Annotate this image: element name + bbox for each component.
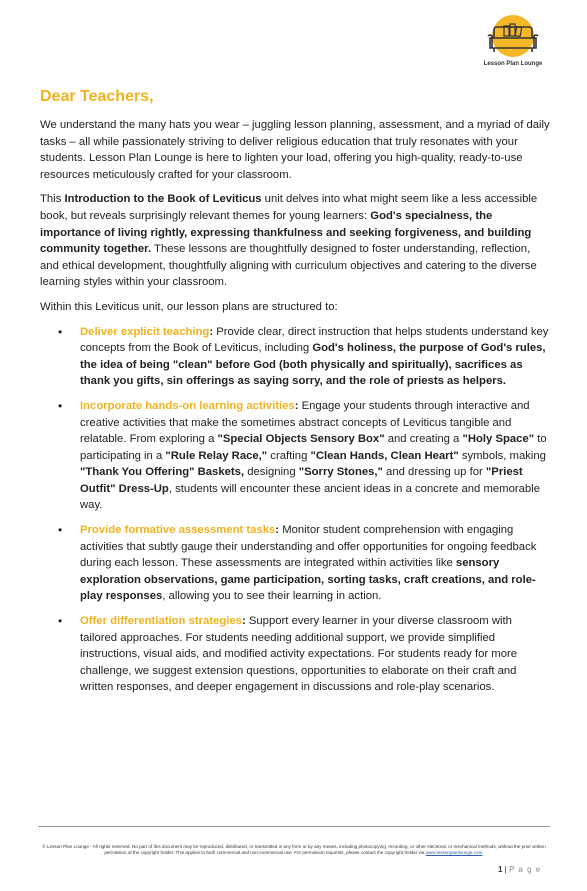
list-item xyxy=(58,613,550,696)
structure-intro: Within this Leviticus unit, our lesson plans are structured to: xyxy=(40,300,338,313)
bullet-title: Provide formative assessment tasks xyxy=(80,524,276,537)
bullet-text: crafting xyxy=(267,449,311,462)
structure-list xyxy=(40,324,550,696)
bullet-title: Incorporate hands-on learning activities xyxy=(80,399,295,412)
copyright-end: . xyxy=(482,850,484,856)
bullet-text: to participating in a xyxy=(80,433,547,462)
bullet-text: symbols, making xyxy=(458,449,546,462)
unit-title: Introduction to the Book of Leviticus xyxy=(64,193,262,206)
footer-copyright xyxy=(40,844,548,856)
bullet-marker: • xyxy=(58,398,63,413)
activity-rule-relay: "Rule Relay Race," xyxy=(165,449,268,462)
page-label: P a g e xyxy=(508,865,542,874)
greeting-heading: Dear Teachers, xyxy=(40,88,154,105)
bullet-colon: : xyxy=(209,325,214,338)
bullet-title: Deliver explicit teaching xyxy=(80,325,210,338)
bullet-bold: God's holiness, the purpose of God's rules, the idea of being "clean" before God (both physically and spiritually), sacrifices as thank you gifts, sin offerings as saying sorry, and the role of priests as helpers. xyxy=(80,342,546,388)
page-number-value: 1 xyxy=(498,865,503,874)
footer-divider xyxy=(38,826,550,827)
sofa-with-books-logo-icon xyxy=(480,14,546,60)
list-item xyxy=(58,522,550,605)
bullet-text: and dressing up for xyxy=(382,466,486,479)
bullet-colon: : xyxy=(275,524,280,537)
activity-holy-space: "Holy Space" xyxy=(462,433,535,446)
page-separator: | xyxy=(502,865,509,874)
bullet-title: Offer differentiation strategies xyxy=(80,615,242,628)
list-item xyxy=(58,324,550,390)
brand-logo xyxy=(480,14,546,67)
bullet-text: Engage your students through interactive and creative activities that make the sometimes abstract concepts of Leviticus tangible and relatable. From exploring a xyxy=(80,399,530,446)
bullet-text: Provide clear, direct instruction that helps students understand key concepts from the Book of Leviticus, including xyxy=(80,325,549,355)
activity-sorry-stones: "Sorry Stones," xyxy=(298,466,383,479)
bullet-marker: • xyxy=(58,523,63,538)
unit-themes: God's specialness, the importance of living rightly, expressing thankfulness and seeking forgiveness, and building community together. xyxy=(40,209,532,256)
copyright-text: © Lesson Plan Lounge - All rights reserved. No part of this document may be reproduced, distributed, or transmitted in any form or by any means, including photocopying, recording, or other electronic or mechanical methods, without the prior written permission of the copyright holder. This applies to both commercial and non-commercial use. For permission requests, please contact the copyright holder via xyxy=(42,844,546,856)
bullet-text: , allowing you to see their learning in action. xyxy=(162,590,382,603)
website-link[interactable]: www.lessonplanlounge.com xyxy=(425,850,483,856)
page-number xyxy=(498,865,541,874)
bullet-text: , students will encounter these ancient ideas in a concrete and memorable way. xyxy=(80,482,540,512)
brand-name: Lesson Plan Lounge xyxy=(483,61,543,67)
unit-text-3: These lessons are thoughtfully designed to foster understanding, reflection, and ethical development, thoughtfully aligning with curriculum objectives and catering to the diverse learning styles within your classroom. xyxy=(40,243,537,289)
bullet-colon: : xyxy=(241,615,246,628)
intro-paragraph: We understand the many hats you wear – juggling lesson planning, assessment, and a myriad of daily tasks – all while passionately striving to deliver religious education that truly resonates with your students. Lesson Plan Lounge is here to lighten your load, offering you high-quality, ready-to-use resources meticulously crafted for your classroom. xyxy=(40,119,550,181)
activity-clean-hands: "Clean Hands, Clean Heart" xyxy=(310,449,459,462)
bullet-marker: • xyxy=(58,614,63,629)
activity-offering-baskets: "Thank You Offering" Baskets, xyxy=(80,466,245,479)
bullet-text: Monitor student comprehension with engaging activities that subtly gauge their understanding and offer opportunities for ongoing feedback during each lesson. These assessments are integrated within activities like xyxy=(80,524,537,570)
bullet-bold: sensory exploration observations, game participation, sorting tasks, craft creations, and role-play responses xyxy=(80,557,536,603)
unit-text-2: unit delves into what might seem like a less accessible book, but reveals surprisingly relevant themes for young learners: xyxy=(40,193,538,222)
bullet-text: Support every learner in your diverse classroom with tailored approaches. For students needing additional support, we provide simplified instructions, visual aids, and modified activity expectations. For students ready for more challenge, we suggest extension questions, opportunities to elaborate on their craft and written responses, and deeper engagement in discussions and role-play scenarios. xyxy=(80,615,518,694)
unit-paragraph xyxy=(40,191,550,291)
bullet-colon: : xyxy=(294,399,299,412)
letter-body xyxy=(40,88,550,704)
unit-text-1: This xyxy=(40,193,65,206)
bullet-marker: • xyxy=(58,324,63,339)
bullet-text: designing xyxy=(244,466,299,479)
activity-sensory-box: "Special Objects Sensory Box" xyxy=(217,433,385,446)
bullet-text: and creating a xyxy=(384,433,463,446)
activity-priest-outfit: "Priest Outfit" Dress-Up xyxy=(80,466,523,495)
list-item xyxy=(58,398,550,514)
